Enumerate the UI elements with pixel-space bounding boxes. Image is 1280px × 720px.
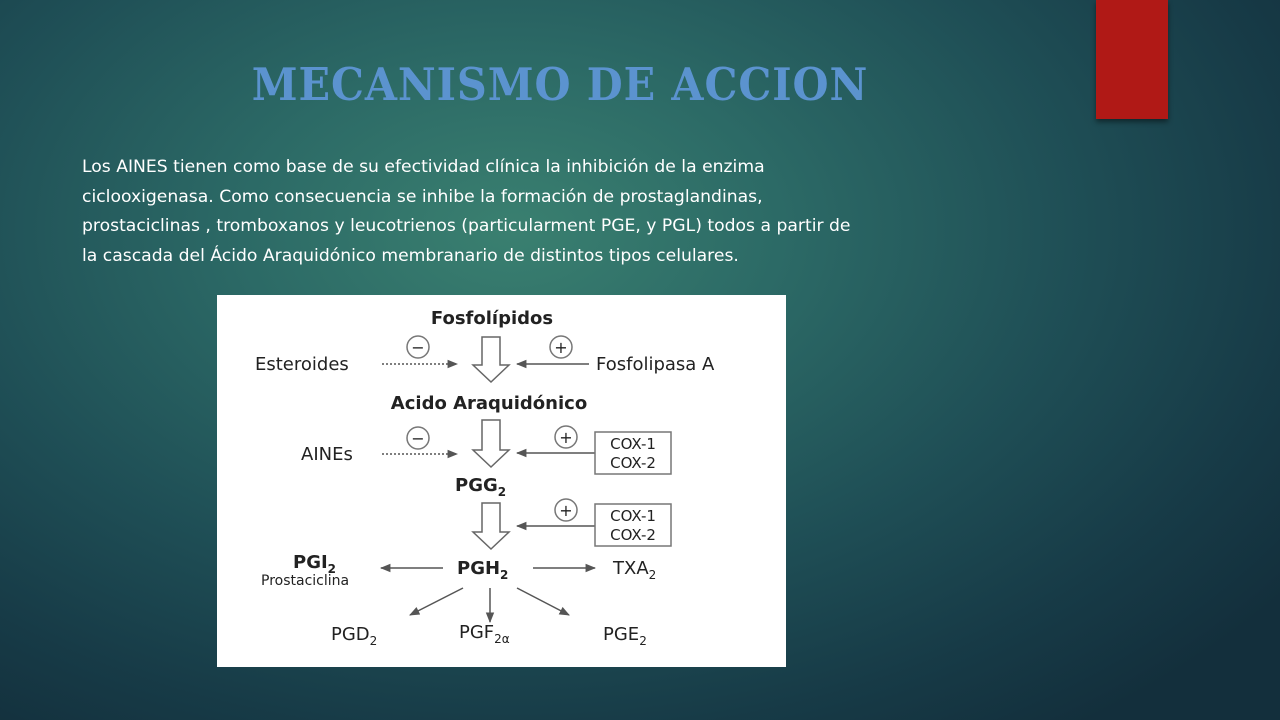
- txa2-base: TXA: [613, 558, 649, 579]
- label-esteroides: Esteroides: [255, 354, 349, 375]
- cox-box-1-line1: COX-1: [610, 435, 656, 453]
- cox-box-2-line1: COX-1: [610, 507, 656, 525]
- cox-box-2-line2: COX-2: [610, 526, 656, 544]
- pgi2-subscript: 2: [327, 562, 337, 576]
- pgh2-base: PGH: [457, 558, 501, 579]
- pgf2a-subscript: 2α: [494, 632, 510, 646]
- pgf2a-base: PGF: [459, 622, 495, 643]
- pgg2-subscript: 2: [497, 485, 507, 499]
- label-pgf2a: [459, 622, 510, 646]
- cascade-svg: [217, 295, 786, 667]
- label-pgd2: [331, 624, 377, 648]
- hollow-arrow-pgg2-to-pgh2: [473, 503, 509, 549]
- label-acido-araquidonico: Acido Araquidónico: [390, 393, 588, 414]
- pgh2-subscript: 2: [500, 568, 509, 582]
- hollow-arrow-acido-to-pgg2: [473, 420, 509, 467]
- label-fosfolipasa-a: Fosfolipasa A: [596, 354, 715, 375]
- label-prostaciclina: Prostaciclina: [261, 573, 350, 589]
- cox-box-1-line2: COX-2: [610, 454, 656, 472]
- pge2-base: PGE: [603, 624, 640, 645]
- plus-sign-fosfolipasa: +: [554, 338, 568, 357]
- pgd2-base: PGD: [331, 624, 370, 645]
- label-txa2: [612, 558, 656, 582]
- label-fosfolipidos: Fosfolípidos: [430, 308, 554, 329]
- slide-title: MECANISMO DE ACCION: [251, 58, 869, 111]
- minus-sign-esteroides: −: [411, 338, 425, 357]
- arrow-pgh2-to-pge2: [517, 588, 569, 615]
- pgg2-base: PGG: [455, 475, 498, 496]
- pgi2-base: PGI: [293, 552, 328, 573]
- arachidonic-cascade-diagram: [217, 295, 786, 667]
- minus-sign-aines: −: [411, 429, 425, 448]
- label-pgg2: [455, 475, 506, 499]
- pge2-subscript: 2: [639, 634, 647, 648]
- label-pge2: [603, 624, 647, 648]
- txa2-subscript: 2: [648, 568, 657, 582]
- accent-bar: [1096, 0, 1168, 119]
- plus-sign-cox-1: +: [559, 428, 573, 447]
- arrow-pgh2-to-pgd2: [410, 588, 463, 615]
- label-aines: AINEs: [301, 444, 353, 465]
- plus-sign-cox-2: +: [559, 501, 573, 520]
- pgd2-subscript: 2: [369, 634, 378, 648]
- label-pgh2: [457, 558, 508, 582]
- slide-body-text: Los AINES tienen como base de su efectividad clínica la inhibición de la enzima ciclooxigenasa. Como consecuencia se inhibe la formación de prostaglandinas, prostaciclinas , tromboxanos y leucotrienos (particularment PGE, y PGL) todos a partir de la cascada del Ácido Araquidónico membranario de distintos tipos celulares.: [82, 157, 851, 266]
- hollow-arrow-fosfolipidos-to-acido: [473, 337, 509, 382]
